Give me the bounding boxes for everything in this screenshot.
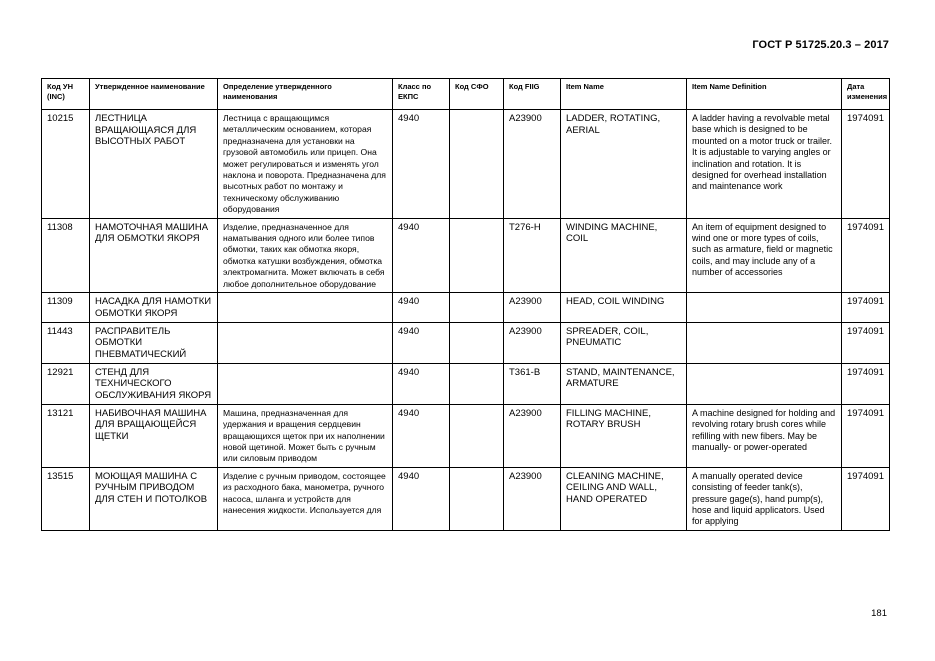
table-row [42,110,890,219]
cell-approved-name: НАБИВОЧНАЯ МАШИНА ДЛЯ ВРАЩАЮЩЕЙСЯ ЩЕТКИ [90,404,218,467]
cell-class: 4940 [393,363,450,404]
cell-item-name: SPREADER, COIL, PNEUMATIC [561,322,687,363]
cell-class: 4940 [393,467,450,530]
cell-item-definition [687,363,842,404]
cell-definition: Изделие с ручным приводом, состоящее из расходного бака, манометра, ручного насоса, шланга и устройств для нанесения жидкости. Используется для [218,467,393,530]
cell-item-name: WINDING MACHINE, COIL [561,218,687,292]
cell-fiig: A23900 [504,110,561,219]
cell-fiig: A23900 [504,293,561,322]
cell-inc: 13121 [42,404,90,467]
page-number: 181 [871,608,887,619]
column-header-date: Дата изменения [842,79,890,110]
cell-item-definition: A machine designed for holding and revolving rotary brush cores while refilling with new fibers. May be manually- or power-operated [687,404,842,467]
column-header-class: Класс по ЕКПС [393,79,450,110]
cell-class: 4940 [393,404,450,467]
document-standard-header: ГОСТ Р 51725.20.3 – 2017 [752,39,889,51]
column-header-approved-name: Утвержденное наименование [90,79,218,110]
cell-class: 4940 [393,322,450,363]
cell-definition [218,322,393,363]
cell-inc: 10215 [42,110,90,219]
cell-sfo [450,110,504,219]
cell-sfo [450,293,504,322]
cell-class: 4940 [393,110,450,219]
cell-date: 1974091 [842,110,890,219]
cell-item-name: FILLING MACHINE, ROTARY BRUSH [561,404,687,467]
cell-item-definition: A manually operated device consisting of feeder tank(s), pressure gage(s), hand pump(s), hose and liquid applicators. Used for applying [687,467,842,530]
cell-approved-name: НАСАДКА ДЛЯ НАМОТКИ ОБМОТКИ ЯКОРЯ [90,293,218,322]
table-row [42,322,890,363]
table-row [42,363,890,404]
cell-approved-name: РАСПРАВИТЕЛЬ ОБМОТКИ ПНЕВМАТИЧЕСКИЙ [90,322,218,363]
cell-fiig: A23900 [504,322,561,363]
cell-inc: 13515 [42,467,90,530]
column-header-definition: Определение утвержденного наименования [218,79,393,110]
cell-item-definition: An item of equipment designed to wind one or more types of coils, such as armature, field or magnetic coils, and may include any of a number of accessories [687,218,842,292]
column-header-item-definition: Item Name Definition [687,79,842,110]
cell-date: 1974091 [842,363,890,404]
column-header-inc: Код УН (INC) [42,79,90,110]
cell-approved-name: МОЮЩАЯ МАШИНА С РУЧНЫМ ПРИВОДОМ ДЛЯ СТЕН И ПОТОЛКОВ [90,467,218,530]
cell-definition [218,363,393,404]
cell-inc: 11309 [42,293,90,322]
table-row [42,404,890,467]
cell-approved-name: ЛЕСТНИЦА ВРАЩАЮЩАЯСЯ ДЛЯ ВЫСОТНЫХ РАБОТ [90,110,218,219]
cell-item-name: LADDER, ROTATING, AERIAL [561,110,687,219]
cell-date: 1974091 [842,404,890,467]
table-header-row [42,79,890,110]
column-header-fiig: Код FIIG [504,79,561,110]
cell-inc: 11443 [42,322,90,363]
cell-fiig: T276-H [504,218,561,292]
cell-date: 1974091 [842,467,890,530]
column-header-sfo: Код СФО [450,79,504,110]
cell-definition: Изделие, предназначенное для наматывания одного или более типов обмотки, таких как обмотка якоря, обмотка катушки возбуждения, обмотка электромагнита. Может включать в себя любое дополнительное оборудование [218,218,393,292]
cell-sfo [450,404,504,467]
cell-fiig: A23900 [504,404,561,467]
cell-approved-name: НАМОТОЧНАЯ МАШИНА ДЛЯ ОБМОТКИ ЯКОРЯ [90,218,218,292]
cell-sfo [450,218,504,292]
cell-item-name: STAND, MAINTENANCE, ARMATURE [561,363,687,404]
cell-item-name: CLEANING MACHINE, CEILING AND WALL, HAND OPERATED [561,467,687,530]
cell-item-definition [687,293,842,322]
table-row [42,218,890,292]
cell-item-definition: A ladder having a revolvable metal base which is designed to be mounted on a motor truck or trailer. It is adjustable to varying angles or inclination and rotation. It is designed for overhead installation and maintenance work [687,110,842,219]
cell-sfo [450,363,504,404]
cell-inc: 12921 [42,363,90,404]
table-row [42,293,890,322]
cell-date: 1974091 [842,293,890,322]
cell-inc: 11308 [42,218,90,292]
cell-date: 1974091 [842,218,890,292]
cell-class: 4940 [393,218,450,292]
cell-fiig: T361-B [504,363,561,404]
item-name-table [41,78,890,531]
cell-definition [218,293,393,322]
cell-definition: Лестница с вращающимся металлическим основанием, которая предназначена для установки на грузовой автомобиль или прицеп. Она может регулироваться и изменять угол наклона и поворота. Предназначена для высотных работ по монтажу и техническому обслуживанию оборудования [218,110,393,219]
cell-approved-name: СТЕНД ДЛЯ ТЕХНИЧЕСКОГО ОБСЛУЖИВАНИЯ ЯКОРЯ [90,363,218,404]
cell-item-definition [687,322,842,363]
cell-date: 1974091 [842,322,890,363]
cell-definition: Машина, предназначенная для удержания и вращения сердцевин вращающихся щеток при их наполнении новой щетиной. Может быть с ручным или силовым приводом [218,404,393,467]
cell-item-name: HEAD, COIL WINDING [561,293,687,322]
cell-sfo [450,467,504,530]
table-row [42,467,890,530]
cell-fiig: A23900 [504,467,561,530]
cell-sfo [450,322,504,363]
cell-class: 4940 [393,293,450,322]
column-header-item-name: Item Name [561,79,687,110]
